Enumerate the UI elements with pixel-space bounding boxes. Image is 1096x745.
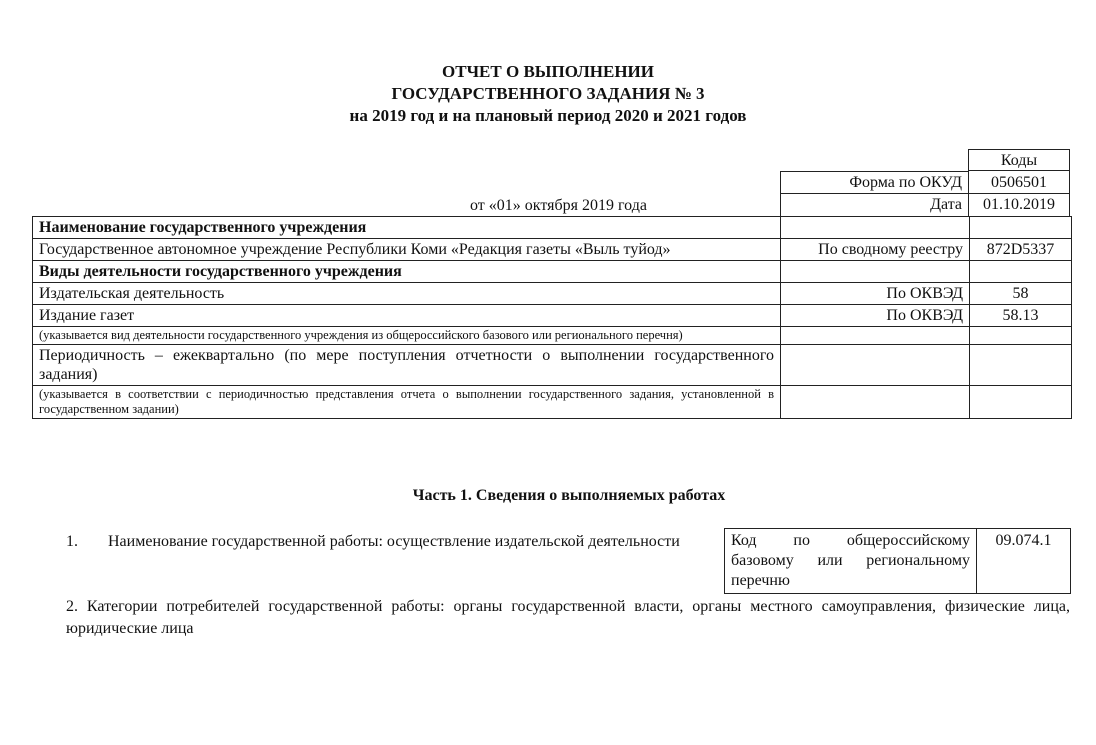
- okved-label: По ОКВЭД: [781, 283, 970, 305]
- report-title-line2: ГОСУДАРСТВЕННОГО ЗАДАНИЯ № 3: [391, 84, 705, 103]
- org-heading: Наименование государственного учреждения: [33, 217, 781, 239]
- date-label: Дата: [780, 194, 968, 216]
- okved-value: 58.13: [970, 305, 1072, 327]
- registry-label: По сводному реестру: [781, 239, 970, 261]
- table-row: [33, 345, 1072, 386]
- periodicity: Периодичность – ежеквартально (по мере поступления отчетности о выполнении государственного задания): [33, 345, 781, 386]
- activity-note: (указывается вид деятельности государственного учреждения из общероссийского базового или регионального перечня): [33, 327, 781, 345]
- part1-heading: Часть 1. Сведения о выполняемых работах: [412, 487, 726, 504]
- date-value: 01.10.2019: [968, 194, 1070, 216]
- institution-table: [32, 216, 1072, 419]
- empty-cell: [781, 345, 970, 386]
- work-number: 1.: [66, 533, 78, 550]
- empty-cell: [781, 327, 970, 345]
- work-code-label: Код по общероссийскому базовому или региональному перечню: [725, 529, 977, 594]
- work-name: [66, 531, 718, 552]
- okud-label: Форма по ОКУД: [780, 171, 968, 194]
- table-row: [33, 217, 1072, 239]
- okud-value: 0506501: [968, 171, 1070, 194]
- table-row: [33, 239, 1072, 261]
- okved-value: 58: [970, 283, 1072, 305]
- okved-label: По ОКВЭД: [781, 305, 970, 327]
- report-title-line3: на 2019 год и на плановый период 2020 и 2021 годов: [349, 106, 747, 125]
- empty-cell: [781, 261, 970, 283]
- consumer-categories: 2. Категории потребителей государственной работы: органы государственной власти, органы местного самоуправления, физические лица, юридические лица: [66, 598, 1070, 637]
- empty-cell: [970, 261, 1072, 283]
- activity-name: Издательская деятельность: [33, 283, 781, 305]
- table-row: [33, 283, 1072, 305]
- codes-heading: Коды: [968, 149, 1070, 171]
- empty-cell: [970, 345, 1072, 386]
- registry-value: 872D5337: [970, 239, 1072, 261]
- table-row: [33, 386, 1072, 419]
- empty-cell: [970, 386, 1072, 419]
- empty-cell: [781, 386, 970, 419]
- table-row: [33, 261, 1072, 283]
- table-row: [33, 327, 1072, 345]
- activities-heading: Виды деятельности государственного учреждения: [33, 261, 781, 283]
- empty-cell: [970, 327, 1072, 345]
- work-code-table: [724, 528, 1071, 594]
- org-name: Государственное автономное учреждение Республики Коми «Редакция газеты «Выль туйод»: [33, 239, 781, 261]
- periodicity-note: (указывается в соответствии с периодичностью представления отчета о выполнении государственного задания, установленной в государственном задании): [33, 386, 781, 419]
- empty-cell: [781, 217, 970, 239]
- work-text: Наименование государственной работы: осуществление издательской деятельности: [108, 533, 680, 550]
- activity-name: Издание газет: [33, 305, 781, 327]
- table-row: [725, 529, 1071, 594]
- report-title-line1: ОТЧЕТ О ВЫПОЛНЕНИИ: [442, 62, 654, 81]
- work-code-value: 09.074.1: [977, 529, 1071, 594]
- empty-cell: [970, 217, 1072, 239]
- report-date: от «01» октября 2019 года: [470, 197, 647, 214]
- table-row: [33, 305, 1072, 327]
